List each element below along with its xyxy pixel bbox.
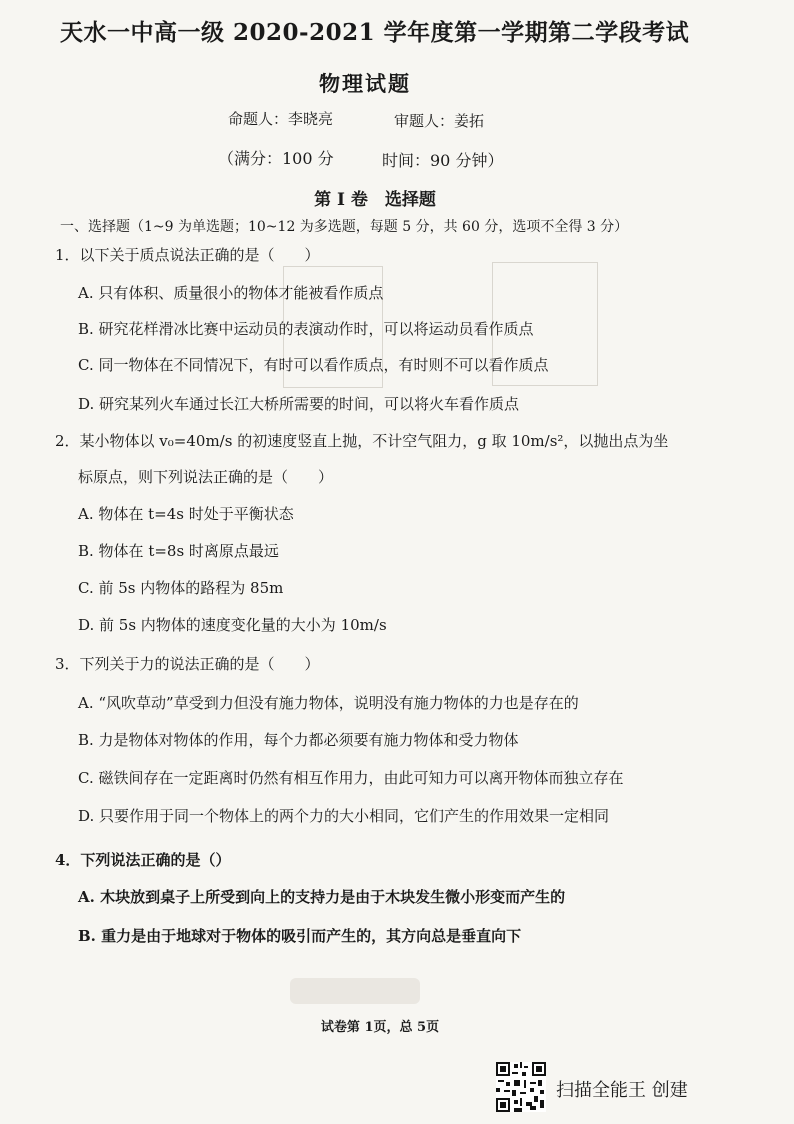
question-1-option-b: B. 研究花样滑冰比赛中运动员的表演动作时，可以将运动员看作质点 bbox=[78, 320, 534, 338]
qr-code-icon bbox=[496, 1062, 546, 1112]
section-title: 第 I 卷 选择题 bbox=[314, 190, 436, 210]
exam-subtitle: 物理试题 bbox=[319, 71, 411, 96]
question-2-option-b: B. 物体在 t=8s 时离原点最远 bbox=[78, 542, 279, 560]
question-2-stem-line2: 标原点，则下列说法正确的是（ ） bbox=[78, 468, 334, 486]
question-3-option-a: A. “风吹草动”草受到力但没有施力物体，说明没有施力物体的力也是存在的 bbox=[78, 694, 579, 712]
page-footer: 试卷第 1页，总 5页 bbox=[320, 1020, 440, 1035]
setter: 命题人：李晓亮 bbox=[228, 110, 334, 128]
question-3-stem: 3．下列关于力的说法正确的是（ ） bbox=[55, 655, 320, 673]
question-4-option-b: B. 重力是由于地球对于物体的吸引而产生的，其方向总是垂直向下 bbox=[78, 927, 522, 945]
question-4-stem: 4．下列说法正确的是（） bbox=[55, 851, 231, 869]
section-instruction: 一、选择题（1~9 为单选题；10~12 为多选题，每题 5 分，共 60 分，选项不全得 3 分） bbox=[60, 219, 629, 235]
question-1-option-d: D. 研究某列火车通过长江大桥所需要的时间，可以将火车看作质点 bbox=[78, 395, 520, 413]
question-4-option-a: A. 木块放到桌子上所受到向上的支持力是由于木块发生微小形变而产生的 bbox=[78, 888, 566, 906]
full-score: （满分：100 分 bbox=[218, 149, 334, 168]
smudge bbox=[290, 978, 420, 1004]
exam-time: 时间：90 分钟） bbox=[382, 151, 504, 170]
question-2-stem-line1: 2．某小物体以 v₀=40m/s 的初速度竖直上抛，不计空气阻力，g 取 10m/s²，以抛出点为坐 bbox=[55, 432, 669, 450]
question-3-option-c: C. 磁铁间存在一定距离时仍然有相互作用力，由此可知力可以离开物体而独立存在 bbox=[78, 769, 624, 787]
question-1-option-a: A. 只有体积、质量很小的物体才能被看作质点 bbox=[78, 284, 384, 302]
scanner-watermark: 扫描全能王 创建 bbox=[556, 1080, 688, 1101]
exam-title: 天水一中高一级 2020-2021 学年度第一学期第二学段考试 bbox=[60, 19, 690, 46]
question-2-option-a: A. 物体在 t=4s 时处于平衡状态 bbox=[78, 505, 294, 523]
question-1-stem: 1．以下关于质点说法正确的是（ ） bbox=[55, 246, 320, 264]
question-1-option-c: C. 同一物体在不同情况下，有时可以看作质点，有时则不可以看作质点 bbox=[78, 356, 549, 374]
question-2-option-d: D. 前 5s 内物体的速度变化量的大小为 10m/s bbox=[78, 616, 387, 634]
question-2-option-c: C. 前 5s 内物体的路程为 85m bbox=[78, 579, 284, 597]
question-3-option-b: B. 力是物体对物体的作用，每个力都必须要有施力物体和受力物体 bbox=[78, 731, 519, 749]
reviewer: 审题人：姜拓 bbox=[394, 112, 485, 130]
question-3-option-d: D. 只要作用于同一个物体上的两个力的大小相同，它们产生的作用效果一定相同 bbox=[78, 807, 610, 825]
